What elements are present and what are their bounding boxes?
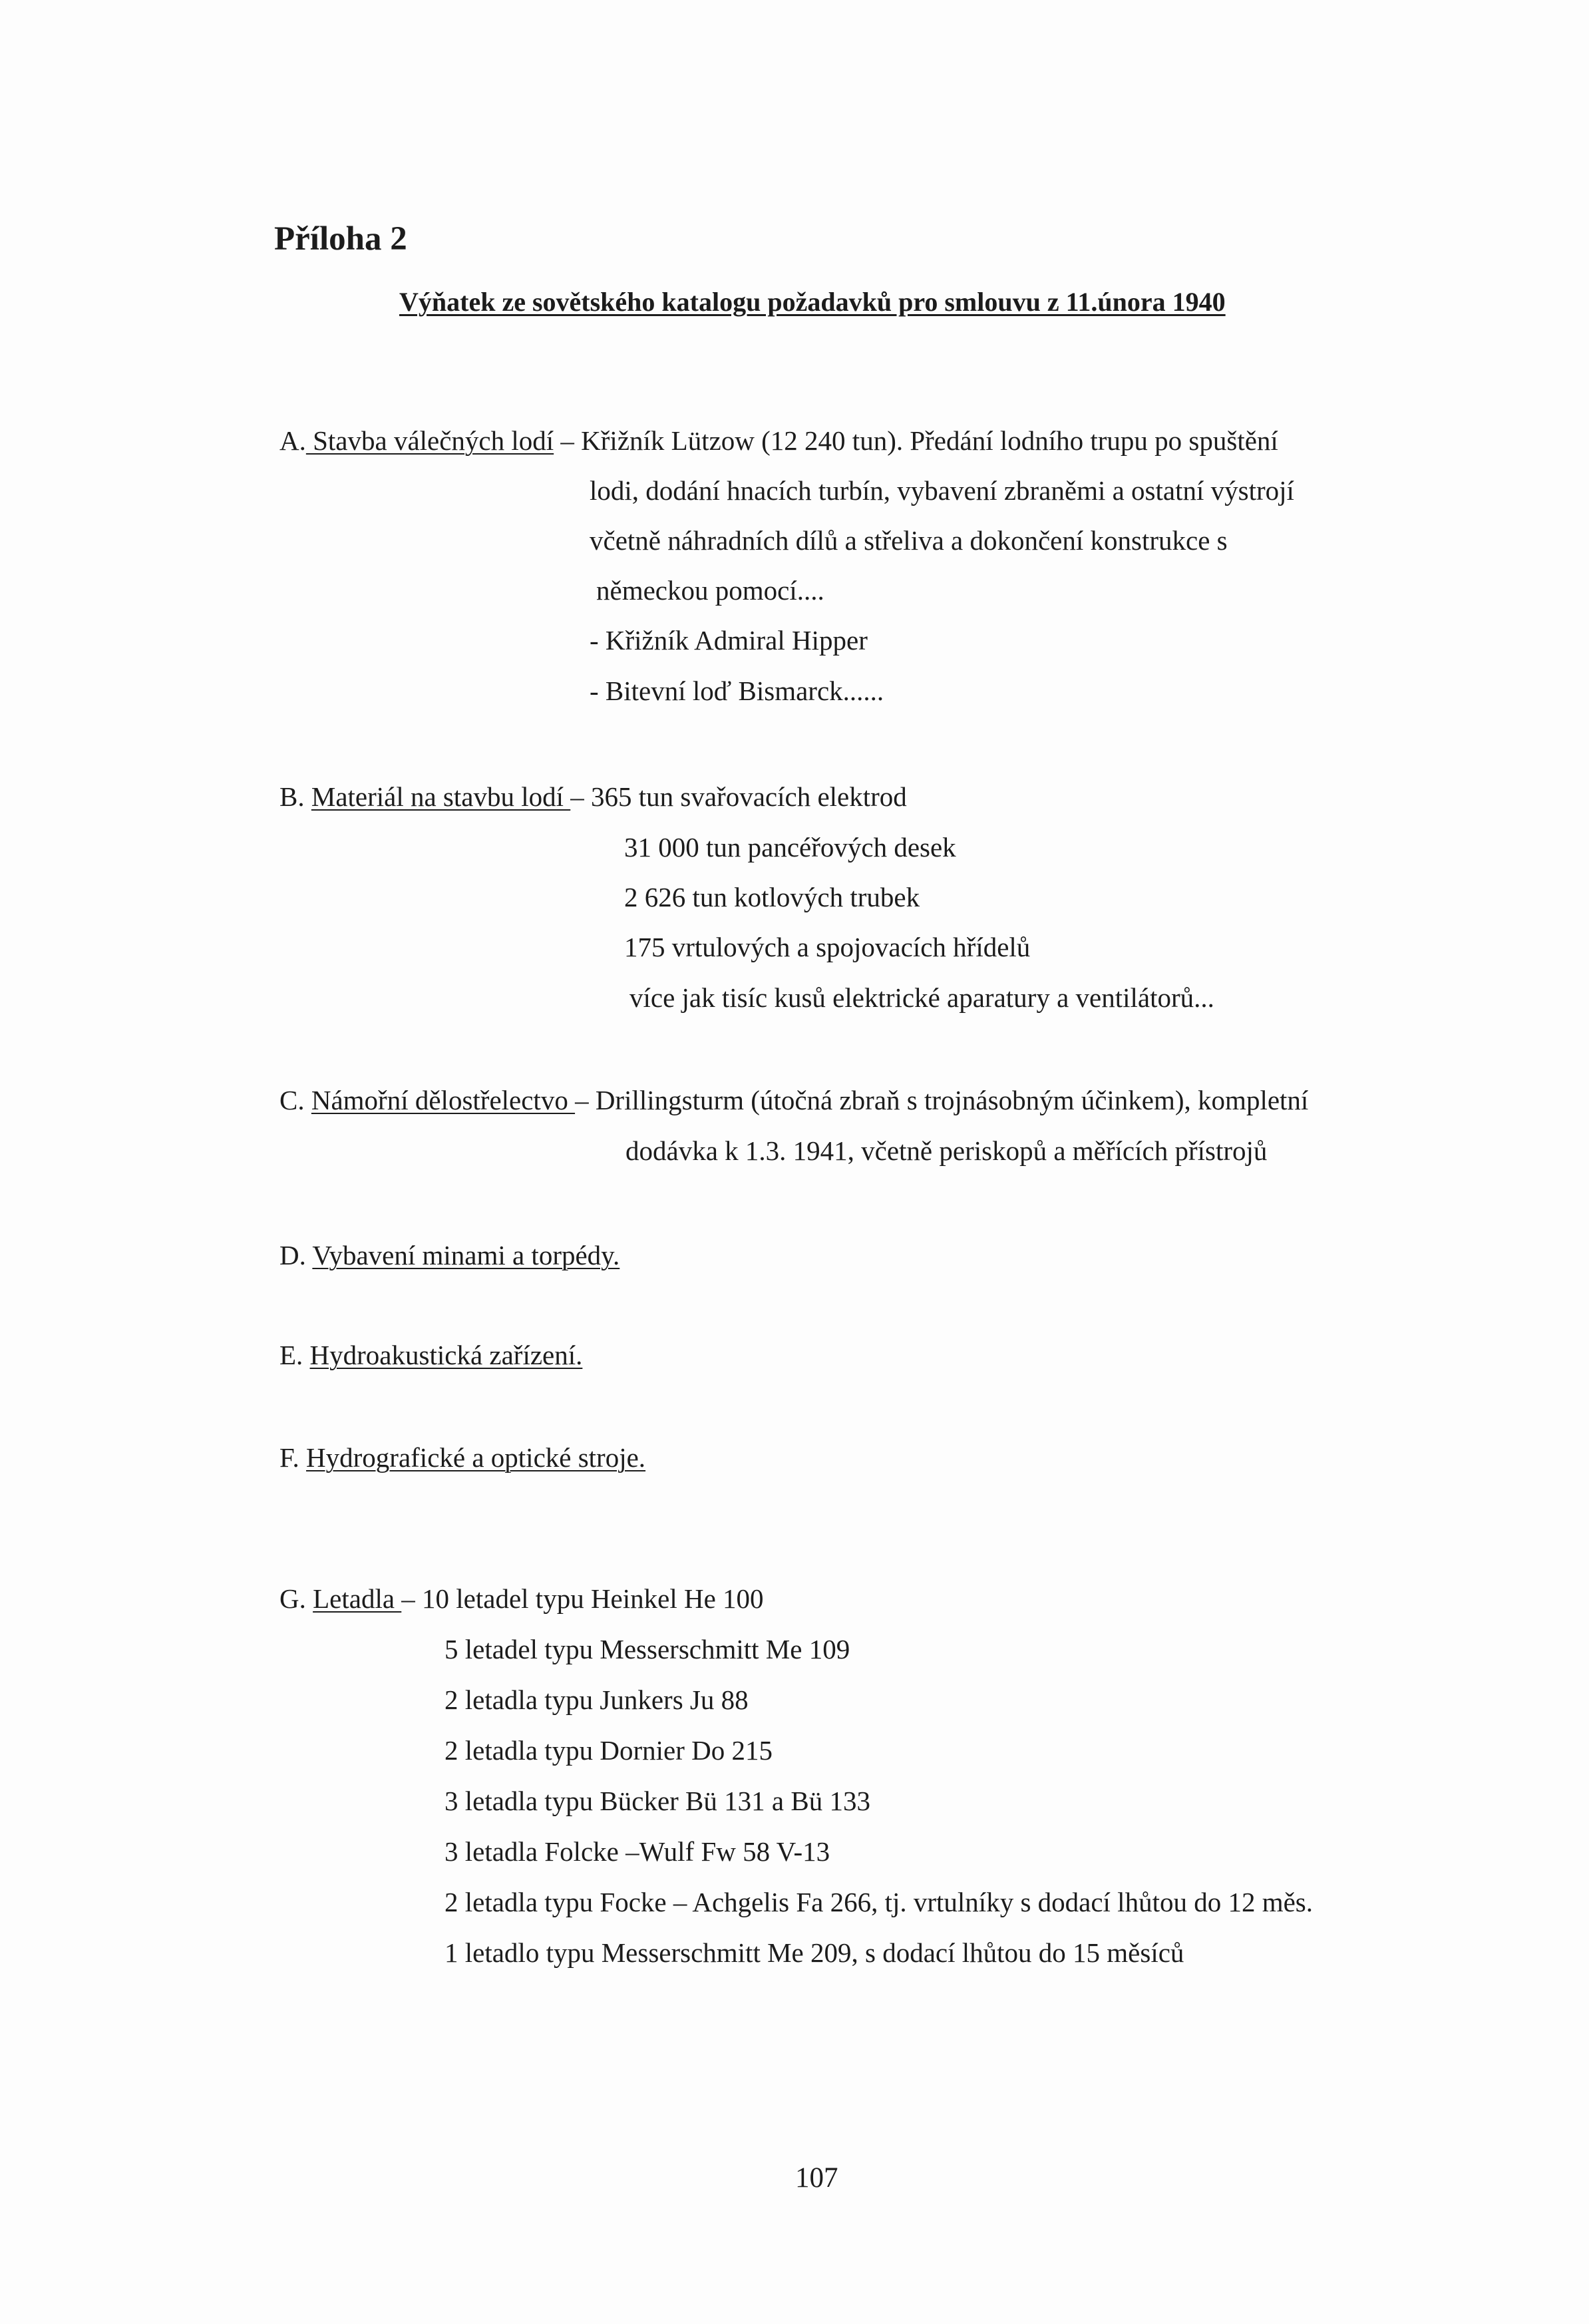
- section-g-line: 2 letadla typu Junkers Ju 88: [444, 1684, 749, 1715]
- section-c-letter: C.: [279, 1085, 305, 1115]
- section-b-separator: –: [570, 781, 592, 812]
- section-b-line: 365 tun svařovacích elektrod: [591, 781, 907, 812]
- section-b-line: 2 626 tun kotlových trubek: [624, 882, 920, 912]
- section-d-title: Vybavení minami a torpédy.: [312, 1240, 620, 1270]
- section-b-line: 31 000 tun pancéřových desek: [624, 832, 956, 863]
- section-a-line: - Křižník Admiral Hipper: [590, 625, 868, 656]
- section-g-line: 10 letadel typu Heinkel He 100: [422, 1583, 764, 1614]
- section-b-line: 175 vrtulových a spojovacích hřídelů: [624, 932, 1031, 962]
- document-subtitle: Výňatek ze sovětského katalogu požadavků pro smlouvu z 11.února 1940: [399, 287, 1226, 317]
- section-g-line: 5 letadel typu Messerschmitt Me 109: [444, 1634, 850, 1664]
- section-a-letter: A.: [279, 425, 306, 456]
- section-f-heading: [279, 1444, 645, 1471]
- section-g-line: 3 letadla typu Bücker Bü 131 a Bü 133: [444, 1786, 870, 1816]
- section-a-line: německou pomocí....: [596, 575, 824, 606]
- appendix-heading: Příloha 2: [274, 220, 407, 258]
- section-g-letter: G.: [279, 1583, 306, 1614]
- section-e-letter: E.: [279, 1340, 303, 1370]
- section-a-line: včetně náhradních dílů a střeliva a dokončení konstrukce s: [590, 525, 1228, 556]
- section-g-title: Letadla: [313, 1583, 402, 1614]
- section-g-line: 1 letadlo typu Messerschmitt Me 209, s dodací lhůtou do 15 měsíců: [444, 1937, 1184, 1968]
- section-c-title: Námořní dělostřelectvo: [311, 1085, 576, 1115]
- section-b-title: Materiál na stavbu lodí: [311, 781, 571, 812]
- section-d-heading: [279, 1242, 619, 1269]
- section-a-line: - Bitevní loď Bismarck......: [590, 676, 884, 706]
- section-g-heading: [279, 1585, 764, 1613]
- section-g-line: 2 letadla typu Dornier Do 215: [444, 1735, 773, 1766]
- section-a-heading: [279, 427, 1278, 455]
- section-c-line: dodávka k 1.3. 1941, včetně periskopů a měřících přístrojů: [625, 1135, 1268, 1166]
- section-a-separator: –: [554, 425, 582, 456]
- page-number: 107: [795, 2162, 838, 2194]
- section-c-line: Drillingsturm (útočná zbraň s trojnásobným účinkem), kompletní: [595, 1085, 1309, 1115]
- section-a-line: lodi, dodání hnacích turbín, vybavení zbraněmi a ostatní výstrojí: [590, 475, 1294, 506]
- section-d-letter: D.: [279, 1240, 306, 1270]
- section-c-separator: –: [575, 1085, 596, 1115]
- section-a-title: Stavba válečných lodí: [305, 425, 554, 456]
- section-g-line: 2 letadla typu Focke – Achgelis Fa 266, tj. vrtulníky s dodací lhůtou do 12 měs.: [444, 1887, 1314, 1917]
- section-g-line: 3 letadla Folcke –Wulf Fw 58 V-13: [444, 1836, 830, 1867]
- section-c-heading: [279, 1087, 1308, 1114]
- section-g-separator: –: [401, 1583, 423, 1614]
- section-f-title: Hydrografické a optické stroje.: [306, 1442, 646, 1473]
- section-f-letter: F.: [279, 1442, 299, 1473]
- section-e-heading: [279, 1342, 582, 1369]
- section-e-title: Hydroakustická zařízení.: [309, 1340, 583, 1370]
- section-b-letter: B.: [279, 781, 305, 812]
- section-b-heading: [279, 783, 907, 811]
- section-a-line: Křižník Lützow (12 240 tun). Předání lodního trupu po spuštění: [581, 425, 1278, 456]
- section-b-line: více jak tisíc kusů elektrické aparatury a ventilátorů...: [629, 982, 1214, 1013]
